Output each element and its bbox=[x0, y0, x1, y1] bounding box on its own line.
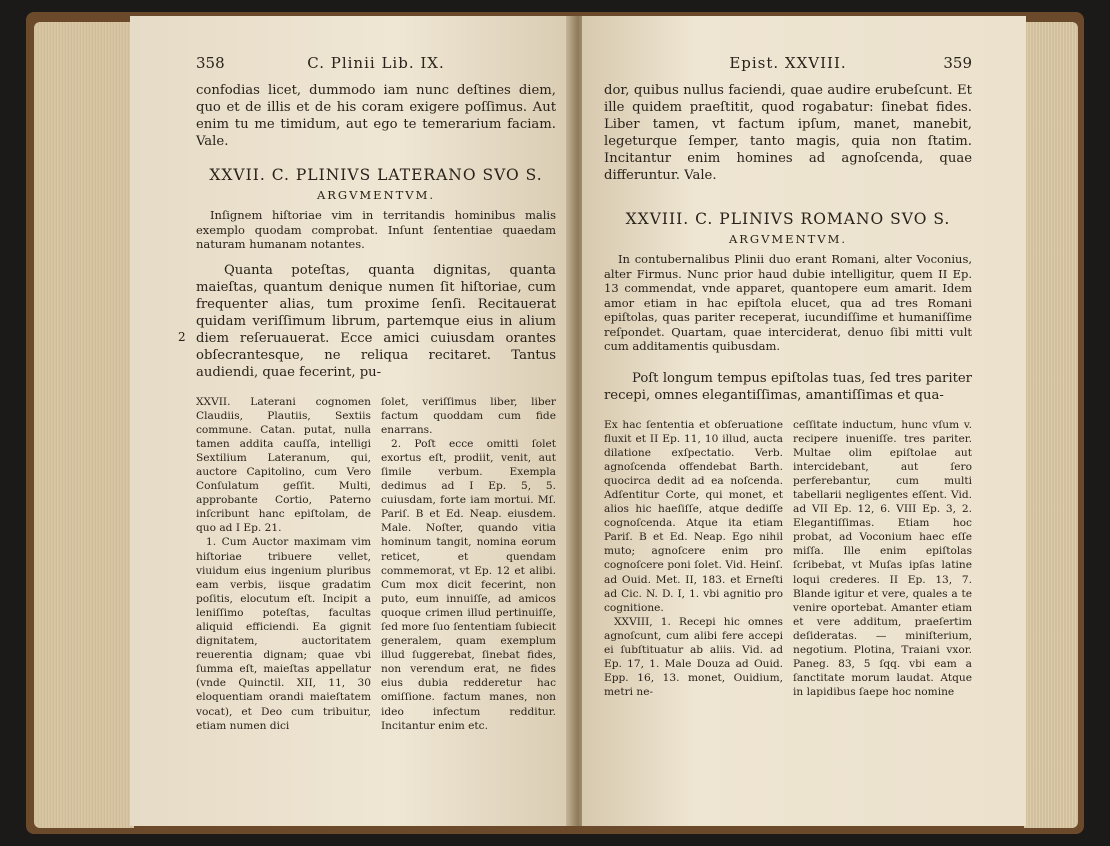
footnote-column-2 bbox=[381, 395, 556, 733]
argument-heading-right: ARGVMENTVM. bbox=[728, 232, 848, 246]
right-page bbox=[582, 16, 1026, 826]
footnote-paragraph: ceſſitate inductum, hunc vſum v. recipere inueniſſe. tres pariter. Multae olim epiſtolae aut intercidebant, aut ſero perferebantur, cum multi tabellarii negligentes eſſent. Vid. ad VII Ep. 12, 6. VIII Ep. 3, 2. Elegantiſſimas. Etiam hoc probat, ad Voconium haec eſſe miſſa. Ille enim epiſtolas ſcribebat, vt Muſas ipſas latine loqui crederes. II Ep. 13, 7. Blande igitur et vere, quales a te venire oportebat. Amanter etiam et vere additum, praeſertim deſideratas. — miniſterium, negotium. Plotina, Traiani vxor. Paneg. 83, 5 ſqq. vbi eam a ſanctitate morum laudat. Atque in lapidibus ſaepe hoc nomine bbox=[793, 418, 972, 699]
running-head-left: C. Plinii Lib. IX. bbox=[307, 54, 445, 72]
letter-heading-xxvii: XXVII. C. PLINIVS LATERANO SVO S. bbox=[209, 166, 543, 184]
footnote-paragraph: 2. Poſt ecce omitti ſolet exortus eſt, prodiit, venit, aut ſimile verbum. Exempla dedimus ad I Ep. 5, 5. cuiusdam, forte iam mortui. Mſ. Pariſ. B et Ed. Neap. eiusdem. Male. Noſter, quando vitia hominum tangit, nomina eorum reticet, et quendam commemorat, vt Ep. 12 et alibi. Cum mox dicit fecerint, non puto, eum innuiſſe, ad amicos quoque crimen illud pertinuiſſe, ſed more ſuo ſententiam ſubiecit generalem, quam exemplum illud ſuggerebat, ſinebat fides, non verendum erat, ne fides eius dubia redderetur hac omiſſione. factum manes, non ideo infectum redditur. Incitantur enim etc. bbox=[381, 437, 556, 732]
footnotes-right bbox=[604, 418, 972, 700]
left-page bbox=[130, 16, 574, 826]
footnote-column-2 bbox=[793, 418, 972, 700]
footnote-column-1 bbox=[196, 395, 371, 733]
running-head-right: Epist. XXVIII. bbox=[729, 54, 847, 72]
footnote-paragraph: 1. Cum Auctor maximam vim hiſtoriae tribuere vellet, viuidum eius ingenium pluribus eam verbis, iisque gradatim poſitis, elocutum eſt. Incipit a leniſſimo poteſtas, facultas aliquid efficiendi. Ea gignit dignitatem, auctoritatem reuerentia dignam; quae vbi ſumma eſt, maieſtas appellatur (vnde Quinctil. XII, 11, 30 eloquentiam orandi maieſtatem vocat), et Deo cum tribuitur, etiam numen dici bbox=[196, 536, 371, 732]
footnote-paragraph: ſolet, veriſſimus liber, liber factum quoddam cum fide enarrans. bbox=[381, 395, 556, 436]
page-number-left: 358 bbox=[196, 54, 225, 72]
argument-text-right: In contubernalibus Plinii duo erant Romani, alter Voconius, alter Firmus. Nunc prior haud dubie intelligitur, quem II Ep. 13 commendat, vnde apparet, quantopere eum amarit. Idem amor etiam in hac epiſtola elucet, qua ad tres Romani epiſtolas, quas pariter receperat, iucundiſſime et humaniſſime reſpondet. Quartam, quae interciderat, denuo ſibi mitti vult cum additamentis quibusdam. bbox=[604, 252, 972, 353]
footnote-column-1 bbox=[604, 418, 783, 700]
page-edges-right bbox=[1024, 22, 1078, 828]
running-header-left bbox=[196, 54, 556, 82]
footnotes-left bbox=[196, 395, 556, 733]
page-edges-left bbox=[34, 22, 134, 828]
footnote-paragraph: Ex hac ſententia et obſeruatione fluxit et II Ep. 11, 10 illud, aucta dilatione exſpectatio. Verb. agnoſcenda offendebat Barth. quocirca dedit ad ea noſcenda. Adſentitur Corte, qui monet, et alios hic haeſiſſe, atque dediſſe cognoſcenda. Atque ita etiam Pariſ. B et Ed. Neap. Ego nihil muto; agnoſcere enim pro cognoſcere poni ſolet. Vid. Heinſ. ad Ouid. Met. II, 183. et Erneſti ad Cic. N. D. I, 1. vbi agnitio pro cognitione. bbox=[604, 418, 783, 614]
page-number-right: 359 bbox=[943, 54, 972, 72]
footnote-paragraph: XXVIII, 1. Recepi hic omnes agnoſcunt, cum alibi fere accepi ei ſubſtituatur ab aliis. Vid. ad Ep. 17, 1. Male Douza ad Ouid. Epp. 16, 13. monet, Ouidium, metri ne- bbox=[604, 615, 783, 699]
running-header-right bbox=[604, 54, 972, 82]
letter-heading-xxviii: XXVIII. C. PLINIVS ROMANO SVO S. bbox=[625, 210, 951, 228]
letter-main-text-right: Poſt longum tempus epiſtolas tuas, ſed tres pariter recepi, omnes elegantiſſimas, amantiſſimas et qua- bbox=[604, 370, 972, 403]
footnote-paragraph: XXVII. Laterani cognomen Claudiis, Plautiis, Sextiis commune. Catan. putat, nulla tamen addita cauſſa, intelligi Sextilium Lateranum, qui, auctore Capitolino, cum Vero Conſulatum geſſit. Multi, approbante Cortio, Paterno inſcribunt hanc epiſtolam, de quo ad I Ep. 21. bbox=[196, 395, 371, 535]
letter-closing-text: confodias licet, dummodo iam nunc deſtines diem, quo et de illis et de his coram exigere poſſimus. Aut enim tu me timidum, aut ego te temerarium faciam. Vale. bbox=[196, 83, 556, 149]
letter-main-text-left: Quanta poteſtas, quanta dignitas, quanta maieſtas, quantum denique numen ſit hiſtoriae, cum frequenter alias, tum proxime ſenſi. Recitauerat quidam veriſſimum librum, partemque eius in alium diem reſeruauerat. Ecce amici cuiusdam orantes obſecrantesque, ne reliqua recitaret. Tantus audiendi, quae fecerint, pu- bbox=[196, 262, 556, 380]
margin-number: 2 bbox=[178, 329, 186, 344]
argument-heading-left: ARGVMENTVM. bbox=[316, 188, 436, 202]
argument-text-left: Inſignem hiſtoriae vim in territandis hominibus malis exemplo quodam comprobat. Inſunt ſententiae quaedam naturam humanam notantes. bbox=[196, 208, 556, 251]
letter-closing-text-right: dor, quibus nullus faciendi, quae audire erubeſcunt. Et ille quidem praeſtitit, quod rogabatur: ſinebat fides. Liber tamen, vt factum ipſum, manet, manebit, legeturque ſemper, tanto magis, quia non ſtatim. Incitantur enim homines ad agnoſcenda, quae differuntur. Vale. bbox=[604, 83, 972, 183]
